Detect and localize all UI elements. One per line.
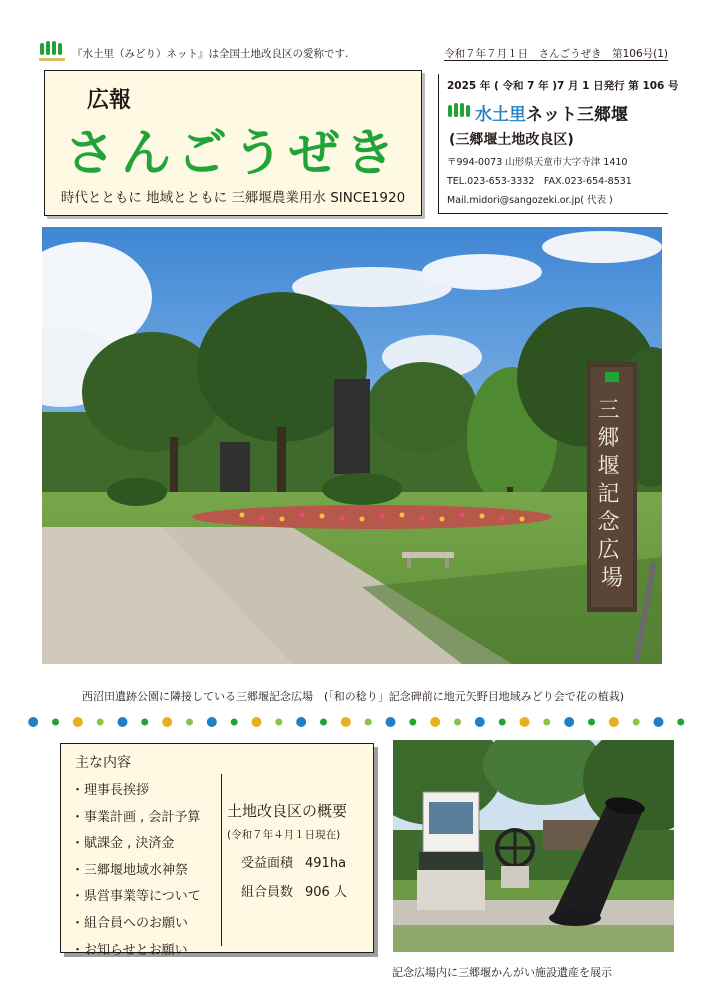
decorative-dot <box>543 719 550 726</box>
organization-name: (三郷堰土地改良区) <box>449 132 574 148</box>
overview-area-row <box>227 852 371 871</box>
decorative-dot <box>296 717 306 727</box>
email: Mail.midori@sangozeki.or.jp( 代表 ) <box>447 195 613 206</box>
overview-title: 土地改良区の概要 <box>227 802 348 820</box>
toc-item: ・ 理事長挨拶 <box>71 778 201 805</box>
decorative-dot <box>275 719 282 726</box>
brand-name-part1: 水土里 <box>475 104 526 125</box>
masthead-kicker: 広報 <box>87 88 132 113</box>
toc-item: ・ 三郷堰地域水神祭 <box>71 858 201 885</box>
toc-item: ・ 県営事業等について <box>71 884 201 911</box>
issue-line: 令和７年７月１日 さんごうぜき 第106号(1) <box>444 48 668 60</box>
decorative-dot <box>141 719 148 726</box>
area-label: 受益面積 <box>241 856 294 871</box>
toc-item: ・ 組合員へのお願い <box>71 911 201 938</box>
masthead-slogan: 時代とともに 地域とともに 三郷堰農業用水 SINCE1920 <box>60 190 406 206</box>
decorative-dot <box>633 719 640 726</box>
phone-fax: TEL.023-653-3332 FAX.023-654-8531 <box>447 176 632 187</box>
decorative-dot <box>97 719 104 726</box>
newsletter-title: さんごうぜき <box>65 124 401 182</box>
side-photo-irrigation-heritage <box>393 740 674 952</box>
members-value: 906 人 <box>305 885 347 900</box>
decorative-dot <box>677 719 684 726</box>
decorative-dot <box>409 719 416 726</box>
decorative-dot <box>207 717 217 727</box>
decorative-dot <box>520 717 530 727</box>
midori-net-logo-icon <box>447 102 471 122</box>
decorative-dot <box>386 717 396 727</box>
decorative-dot <box>52 719 59 726</box>
decorative-dot <box>73 717 83 727</box>
decorative-dot-row <box>22 714 692 730</box>
decorative-dot <box>231 719 238 726</box>
decorative-dot <box>430 717 440 727</box>
toc-item: ・ 事業計画 , 会計予算 <box>71 805 201 832</box>
decorative-dot <box>564 717 574 727</box>
decorative-dot <box>499 719 506 726</box>
decorative-dot <box>475 717 485 727</box>
brand-name-part2: ネット三郷堰 <box>526 104 628 125</box>
midori-net-logo-icon <box>38 40 68 64</box>
decorative-dot <box>118 717 128 727</box>
top-strip <box>38 40 668 66</box>
decorative-dot <box>365 719 372 726</box>
decorative-dot <box>588 719 595 726</box>
memorial-plaza-sign: 三 郷 堰 記 念 広 場 <box>597 398 624 591</box>
contents-divider <box>221 774 222 946</box>
decorative-dot <box>252 717 262 727</box>
decorative-dot <box>28 717 38 727</box>
table-of-contents <box>71 778 201 964</box>
address: 〒994-0073 山形県天童市大字寺津 1410 <box>447 157 628 168</box>
toc-item: ・ 賦課金 , 決済金 <box>71 831 201 858</box>
issue-date: 2025 年 ( 令和 7 年 )7 月 1 日発行 第 106 号 <box>447 80 679 92</box>
decorative-dot <box>162 717 172 727</box>
members-label: 組合員数 <box>241 885 294 900</box>
network-nickname-note: 『水土里（みどり）ネット』は全国土地改良区の愛称です. <box>72 48 349 60</box>
main-photo-memorial-plaza <box>42 227 662 664</box>
contents-heading: 主な内容 <box>75 755 131 771</box>
decorative-dot <box>654 717 664 727</box>
publisher-info <box>438 74 679 214</box>
toc-item: ・ お知らせとお願い <box>71 938 201 965</box>
decorative-dot <box>186 719 193 726</box>
overview-members-row <box>227 881 371 900</box>
decorative-dot <box>609 717 619 727</box>
district-overview <box>227 800 371 900</box>
overview-as-of: (令和７年４月１日現在) <box>227 829 341 841</box>
decorative-dot <box>341 717 351 727</box>
area-value: 491ha <box>305 856 347 871</box>
decorative-dot <box>320 719 327 726</box>
main-photo-caption: 西沼田遺跡公園に隣接している三郷堰記念広場 (「和の稔り」記念碑前に地元矢野目地域みどり会で花の植栽) <box>81 690 625 703</box>
brand-name <box>475 100 628 125</box>
side-photo-caption: 記念広場内に三郷堰かんがい施設遺産を展示 <box>392 966 612 979</box>
decorative-dot <box>454 719 461 726</box>
masthead-box <box>44 70 422 216</box>
contents-box <box>60 743 374 958</box>
publisher-brand <box>447 101 668 123</box>
